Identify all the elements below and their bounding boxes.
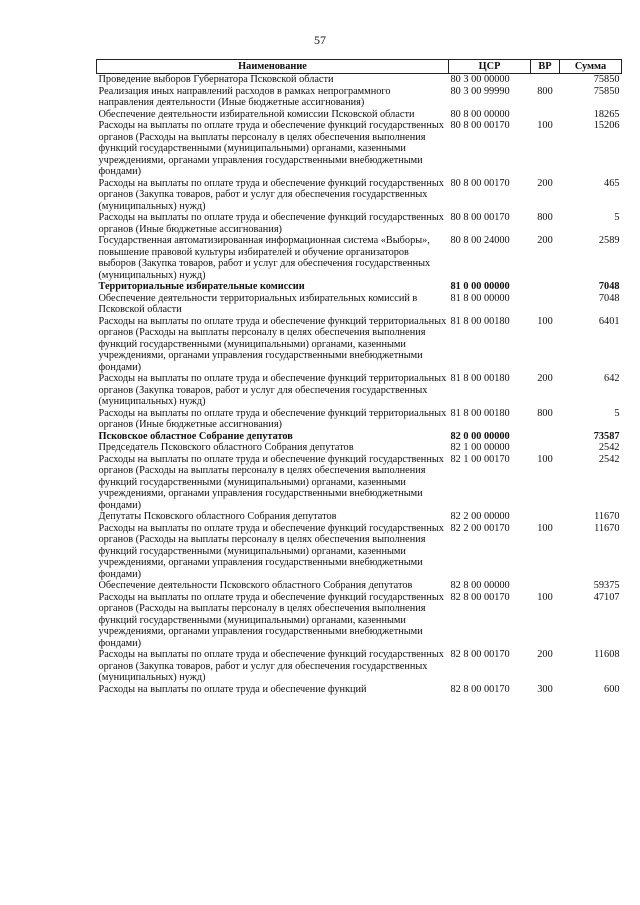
table-row — [97, 281, 622, 293]
cell-sum: 2542 — [598, 442, 620, 453]
table-row — [97, 235, 622, 281]
cell-sum: 600 — [604, 683, 620, 695]
cell-sum: 5 — [614, 407, 620, 419]
cell-sum: 2542 — [598, 453, 620, 465]
table-header-row — [97, 60, 622, 74]
page-number: 57 — [314, 33, 326, 47]
cell-csr: 80 3 00 99990 — [450, 85, 510, 97]
table-row — [97, 86, 622, 109]
table-row — [97, 408, 622, 431]
cell-name: Председатель Псковского областного Собрания депутатов — [98, 442, 354, 453]
cell-csr: 80 8 00 24000 — [450, 235, 510, 246]
cell-csr: 82 8 00 00170 — [450, 683, 510, 695]
cell-csr: 82 8 00 00170 — [450, 591, 510, 603]
table-row — [97, 74, 622, 86]
cell-name: Расходы на выплаты по оплате труда и обеспечение функций государственных органов (Расходы на выплаты персоналу в целях обеспечения выполнения функций государственными (муниципальными) органами, казенными учреждениями, органами управления государственными внебюджетными фондами) — [98, 591, 444, 649]
cell-name: Расходы на выплаты по оплате труда и обеспечение функций государственных органов (Иные бюджетные ассигнования) — [98, 212, 444, 235]
cell-name: Расходы на выплаты по оплате труда и обеспечение функций территориальных органов (Закупка товаров, работ и услуг для обеспечения государственных (муниципальных) нужд) — [98, 373, 447, 407]
cell-name: Расходы на выплаты по оплате труда и обеспечение функций государственных органов (Расходы на выплаты персоналу в целях обеспечения выполнения функций государственными (муниципальными) органами, казенными учреждениями, органами управления государственными внебюджетными фондами) — [98, 522, 444, 580]
table-row — [97, 684, 622, 696]
cell-vr: 200 — [537, 373, 553, 384]
cell-sum: 2589 — [598, 235, 620, 246]
cell-name: Расходы на выплаты по оплате труда и обеспечение функций государственных органов (Закупка товаров, работ и услуг для обеспечения государственных (муниципальных) нужд) — [98, 177, 444, 212]
cell-csr: 81 0 00 00000 — [450, 281, 510, 292]
cell-sum: 6401 — [598, 315, 620, 327]
cell-vr — [531, 74, 560, 86]
table-row — [97, 373, 622, 408]
cell-csr: 81 8 00 00180 — [450, 373, 510, 384]
cell-vr: 800 — [537, 212, 553, 223]
cell-name: Реализация иных направлений расходов в рамках непрограммного направления деятельности (Иные бюджетные ассигнования) — [98, 85, 391, 108]
cell-sum: 5 — [614, 212, 620, 223]
cell-vr — [531, 580, 560, 592]
table-row — [97, 178, 622, 213]
cell-vr — [531, 442, 560, 454]
cell-vr: 200 — [537, 649, 553, 660]
cell-name: Обеспечение деятельности Псковского областного Собрания депутатов — [98, 580, 413, 591]
cell-vr: 200 — [537, 177, 553, 189]
cell-csr: 82 8 00 00000 — [450, 580, 510, 591]
cell-name: Расходы на выплаты по оплате труда и обеспечение функций территориальных органов (Расходы на выплаты персоналу в целях обеспечения выполнения функций государственными (муниципальными) органами, казенными учреждениями, органами управления государственными внебюджетными фондами) — [98, 315, 447, 373]
table-row — [97, 442, 622, 454]
cell-name: Территориальные избирательные комиссии — [98, 281, 305, 292]
cell-sum: 59375 — [593, 580, 620, 591]
cell-vr — [531, 431, 560, 443]
budget-table — [96, 59, 622, 695]
cell-name: Расходы на выплаты по оплате труда и обеспечение функций государственных органов (Закупка товаров, работ и услуг для обеспечения государственных (муниципальных) нужд) — [98, 649, 444, 683]
cell-vr: 100 — [537, 522, 553, 534]
cell-vr — [531, 281, 560, 293]
cell-name: Расходы на выплаты по оплате труда и обеспечение функций государственных органов (Расходы на выплаты персоналу в целях обеспечения выполнения функций государственными (муниципальными) органами, казенными учреждениями, органами управления государственными внебюджетными фондами) — [98, 120, 444, 177]
cell-name: Псковское областное Собрание депутатов — [98, 430, 293, 442]
cell-csr: 81 8 00 00180 — [450, 315, 510, 327]
cell-vr: 200 — [537, 235, 553, 246]
cell-csr: 80 8 00 00000 — [450, 108, 510, 120]
cell-sum: 11670 — [594, 511, 620, 522]
cell-csr: 80 3 00 00000 — [450, 74, 510, 85]
cell-vr — [531, 293, 560, 316]
cell-name: Расходы на выплаты по оплате труда и обеспечение функций территориальных органов (Иные бюджетные ассигнования) — [98, 407, 447, 430]
cell-name: Обеспечение деятельности избирательной комиссии Псковской области — [98, 108, 415, 120]
table-row — [97, 511, 622, 523]
header-sum: Сумма — [560, 60, 622, 74]
cell-csr: 82 2 00 00000 — [450, 511, 510, 522]
cell-csr: 81 8 00 00000 — [450, 292, 510, 304]
table-row — [97, 649, 622, 684]
cell-csr: 82 1 00 00170 — [450, 453, 510, 465]
cell-sum: 73587 — [593, 430, 620, 442]
cell-sum: 11608 — [594, 649, 620, 660]
table-row — [97, 454, 622, 512]
cell-csr: 82 1 00 00000 — [450, 442, 510, 453]
cell-csr: 82 8 00 00170 — [450, 649, 510, 660]
cell-name: Расходы на выплаты по оплате труда и обеспечение функций — [98, 683, 367, 695]
cell-sum: 15206 — [593, 120, 620, 131]
table-row — [97, 212, 622, 235]
cell-sum: 75850 — [593, 74, 620, 85]
table-row — [97, 120, 622, 178]
table-row — [97, 316, 622, 374]
cell-sum: 465 — [604, 177, 620, 189]
cell-csr: 80 8 00 00170 — [450, 212, 510, 223]
cell-csr: 80 8 00 00170 — [450, 120, 510, 131]
cell-name: Депутаты Псковского областного Собрания депутатов — [98, 511, 337, 522]
cell-csr: 82 2 00 00170 — [450, 522, 510, 534]
cell-vr: 100 — [537, 453, 553, 465]
table-row — [97, 431, 622, 443]
cell-sum: 18265 — [593, 108, 620, 120]
header-csr: ЦСР — [449, 60, 531, 74]
header-name: Наименование — [97, 60, 449, 74]
cell-vr — [531, 109, 560, 121]
cell-name: Государственная автоматизированная информационная система «Выборы», повышение правовой культуры избирателей и обучение организаторов выборов (Закупка товаров, работ и услуг для обеспечения государственных (муниципальных) нужд) — [98, 235, 431, 281]
table-row — [97, 293, 622, 316]
cell-sum: 642 — [604, 373, 620, 384]
cell-sum: 7048 — [598, 292, 620, 304]
cell-csr: 82 0 00 00000 — [450, 430, 510, 442]
table-row — [97, 109, 622, 121]
table-row — [97, 580, 622, 592]
table-row — [97, 523, 622, 581]
cell-vr: 300 — [537, 683, 553, 695]
header-vr: ВР — [531, 60, 560, 74]
cell-name: Проведение выборов Губернатора Псковской области — [98, 74, 334, 85]
table-body — [97, 74, 622, 696]
cell-csr: 80 8 00 00170 — [450, 177, 510, 189]
cell-vr: 100 — [537, 591, 553, 603]
cell-sum: 47107 — [593, 591, 620, 603]
cell-csr: 81 8 00 00180 — [450, 407, 510, 419]
cell-sum: 11670 — [594, 522, 620, 534]
cell-vr: 100 — [537, 120, 553, 131]
cell-sum: 75850 — [593, 85, 620, 97]
table-row — [97, 592, 622, 650]
cell-name: Обеспечение деятельности территориальных избирательных комиссий в Псковской области — [98, 292, 418, 315]
cell-vr: 800 — [537, 85, 553, 97]
cell-name: Расходы на выплаты по оплате труда и обеспечение функций государственных органов (Расходы на выплаты персоналу в целях обеспечения выполнения функций государственными (муниципальными) органами, казенными учреждениями, органами управления государственными внебюджетными фондами) — [98, 453, 444, 511]
cell-vr — [531, 511, 560, 523]
cell-vr: 100 — [537, 315, 553, 327]
cell-vr: 800 — [537, 407, 553, 419]
cell-sum: 7048 — [598, 281, 620, 292]
